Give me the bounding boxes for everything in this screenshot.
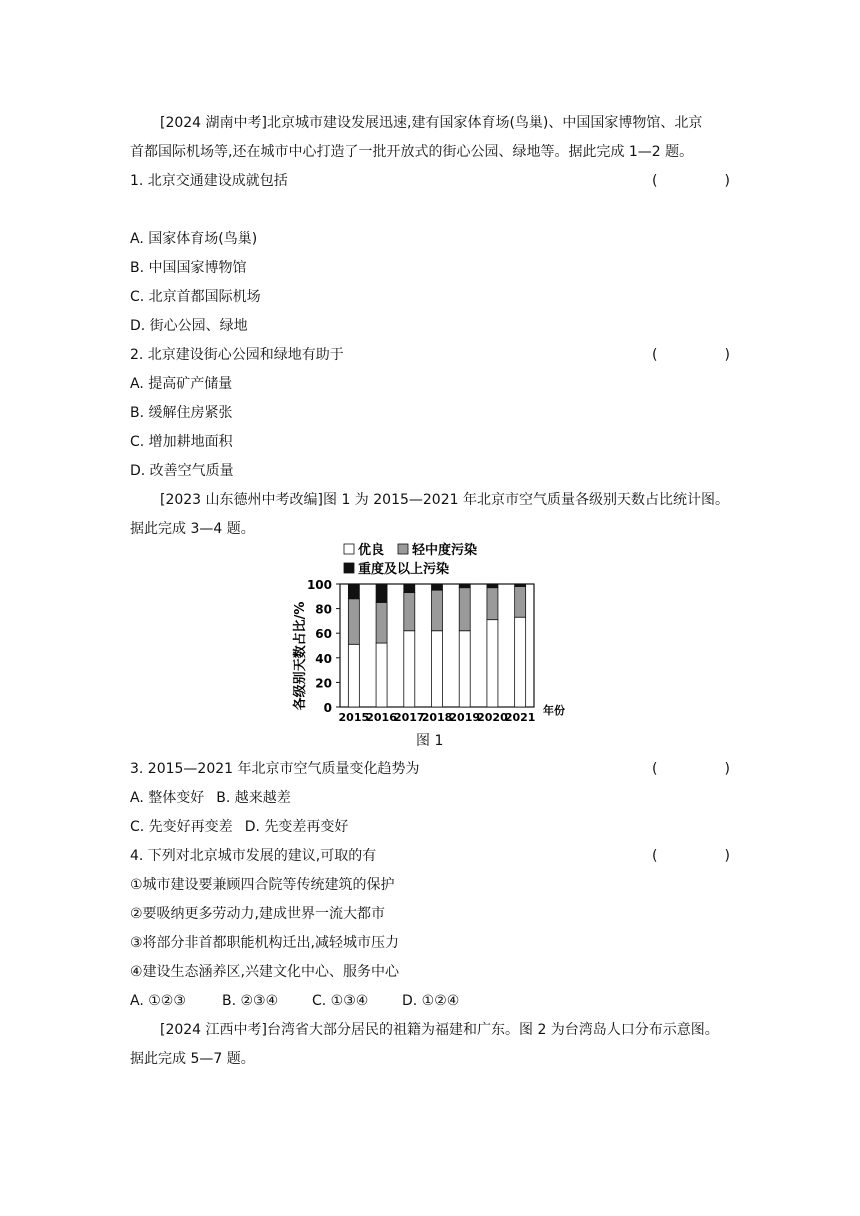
q2-option-c: C. 增加耕地面积 [130,434,233,450]
bar-segment-2017-s1 [404,593,415,631]
answer-blank-3[interactable]: ( ) [652,761,730,777]
q1-option-c: C. 北京首都国际机场 [130,289,261,305]
bar-segment-2019-s0 [459,631,470,707]
question-3 [130,758,730,780]
legend-label-1: 轻中度污染 [412,543,478,558]
q3-option-d: D. 先变差再变好 [244,819,349,835]
intro2-line2: 据此完成 3—4 题。 [130,521,255,537]
legend-swatch-0 [344,544,354,554]
question-3-stem: 3. 2015—2021 年北京市空气质量变化趋势为 [130,761,420,777]
question-2-stem: 2. 北京建设街心公园和绿地有助于 [130,347,344,363]
q3-options-row-2 [130,816,730,838]
bar-segment-2021-s0 [515,617,526,707]
x-tick-label-2021: 2021 [504,711,536,724]
bar-segment-2020-s2 [487,584,498,588]
y-tick-label: 60 [315,627,332,642]
intro2-line1: [2023 山东德州中考改编]图 1 为 2015—2021 年北京市空气质量各级别天数占比统计图。 [160,492,729,508]
q4-item-4: ④建设生态涵养区,兴建文化中心、服务中心 [130,964,399,980]
y-tick-label: 100 [306,578,332,592]
question-1 [130,170,730,192]
y-tick-label: 20 [315,676,332,691]
q4-option-b: B. ②③④ [222,993,279,1009]
x-axis-ticks [339,711,536,724]
y-tick-label: 40 [315,651,332,666]
bars [348,584,525,707]
answer-blank-4[interactable]: ( ) [652,848,730,864]
q3-option-b: B. 越来越差 [216,790,291,806]
intro3-line2: 据此完成 5—7 题。 [130,1051,255,1067]
intro3-line1: [2024 江西中考]台湾省大部分居民的祖籍为福建和广东。图 2 为台湾岛人口分布示意图。 [160,1022,719,1038]
q4-option-a: A. ①②③ [130,993,186,1009]
q1-option-a: A. 国家体育场(鸟巢) [130,231,258,247]
q3-option-a: A. 整体变好 [130,790,205,806]
bar-segment-2015-s2 [348,584,359,599]
q3-options-row-1 [130,787,730,809]
question-4-stem: 4. 下列对北京城市发展的建议,可取的有 [130,848,377,864]
q4-option-d: D. ①②④ [402,993,460,1009]
x-axis-label: 年份 [543,704,565,717]
bar-segment-2018-s1 [432,590,443,631]
bar-segment-2018-s2 [432,584,443,590]
legend-swatch-1 [398,544,408,554]
bar-segment-2015-s1 [348,599,359,645]
q4-item-2: ②要吸纳更多劳动力,建成世界一流大都市 [130,906,385,922]
x-tick-label-2015: 2015 [338,711,370,724]
question-2 [130,344,730,366]
question-1-stem: 1. 北京交通建设成就包括 [130,173,288,189]
q4-item-1: ①城市建设要兼顾四合院等传统建筑的保护 [130,877,395,893]
q1-option-d: D. 街心公园、绿地 [130,318,248,334]
x-tick-label-2018: 2018 [421,711,453,724]
air-quality-chart [280,538,600,728]
q2-option-a: A. 提高矿产储量 [130,376,233,392]
bar-segment-2015-s0 [348,644,359,707]
bar-segment-2019-s1 [459,588,470,631]
answer-blank-1[interactable]: ( ) [652,173,730,189]
y-axis-ticks [307,578,340,715]
q2-option-d: D. 改善空气质量 [130,463,234,479]
bar-segment-2020-s1 [487,588,498,620]
q3-option-c: C. 先变好再变差 [130,819,233,835]
q4-option-c: C. ①③④ [312,993,369,1009]
bar-segment-2020-s0 [487,620,498,707]
y-tick-label: 0 [323,701,332,715]
x-tick-label-2016: 2016 [366,711,397,724]
intro1-line2: 首都国际机场等,还在城市中心打造了一批开放式的街心公园、绿地等。据此完成 1—2 题。 [130,144,694,160]
y-tick-label: 80 [315,602,332,617]
y-axis-label: 各级别天数占比/% [293,601,308,711]
question-4 [130,845,730,867]
figure-caption: 图 1 [416,733,444,749]
q1-option-b: B. 中国国家博物馆 [130,260,247,276]
bar-segment-2017-s2 [404,584,415,593]
x-tick-label-2019: 2019 [449,711,481,724]
bar-segment-2019-s2 [459,584,470,588]
answer-blank-2[interactable]: ( ) [652,347,730,363]
bar-segment-2017-s0 [404,631,415,707]
legend-label-2: 重度及以上污染 [358,562,450,577]
chart-legend [344,542,477,577]
x-tick-label-2020: 2020 [477,711,508,724]
bar-segment-2018-s0 [432,631,443,707]
x-tick-label-2017: 2017 [393,711,425,724]
q4-options-row [130,990,730,1012]
bar-segment-2021-s2 [515,584,526,586]
bar-segment-2016-s1 [376,602,387,643]
legend-swatch-2 [344,563,354,573]
bar-segment-2021-s1 [515,586,526,617]
intro1-line1: [2024 湖南中考]北京城市建设发展迅速,建有国家体育场(鸟巢)、中国国家博物馆、北京 [160,115,703,131]
bar-segment-2016-s2 [376,584,387,602]
bar-segment-2016-s0 [376,643,387,707]
legend-label-0: 优良 [358,543,385,558]
q2-option-b: B. 缓解住房紧张 [130,405,233,421]
q4-item-3: ③将部分非首都职能机构迁出,减轻城市压力 [130,935,399,951]
